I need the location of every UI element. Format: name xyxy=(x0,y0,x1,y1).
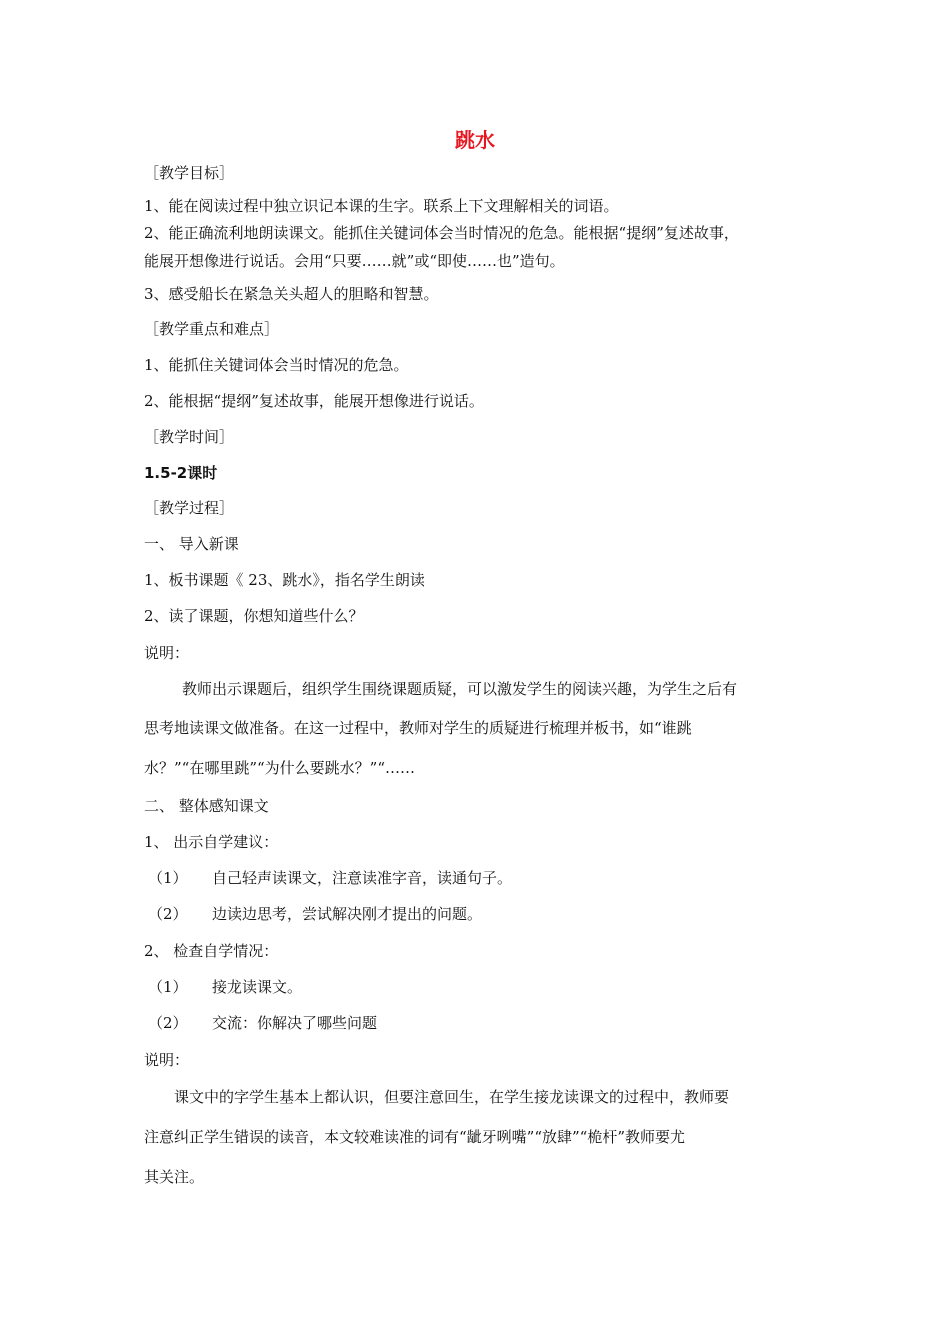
document-title: 跳水 xyxy=(455,128,495,152)
step-2-item-2a-number: （1） xyxy=(148,978,188,996)
note-2-line-3: 其关注。 xyxy=(144,1168,205,1186)
section-heading-goals: ［教学目标］ xyxy=(144,164,235,182)
step-2-item-1a: 自己轻声读课文，注意读准字音，读通句子。 xyxy=(212,869,513,887)
step-2-item-2a: 接龙读课文。 xyxy=(212,978,303,996)
note-2-line-2: 注意纠正学生错误的读音，本文较难读准的词有“龇牙咧嘴”“放肆”“桅杆”教师要尤 xyxy=(144,1128,686,1146)
goal-2-line-2: 能展开想像进行说话。会用“只要……就”或“即使……也”造句。 xyxy=(144,252,565,270)
note-1-line-2: 思考地读课文做准备。在这一过程中，教师对学生的质疑进行梳理并板书，如“谁跳 xyxy=(144,719,692,737)
step-1-item-2: 2、读了课题，你想知道些什么？ xyxy=(144,607,364,625)
key-point-1: 1、能抓住关键词体会当时情况的危急。 xyxy=(144,356,409,374)
goal-2-line-1: 2、能正确流利地朗读课文。能抓住关键词体会当时情况的危急。能根据“提纲”复述故事， xyxy=(144,224,739,242)
step-2-item-1b: 边读边思考，尝试解决刚才提出的问题。 xyxy=(212,905,483,923)
step-2-item-1a-number: （1） xyxy=(148,869,188,887)
note-label-2: 说明： xyxy=(144,1051,190,1069)
note-2-line-1: 课文中的字学生基本上都认识，但要注意回生，在学生接龙读课文的过程中，教师要 xyxy=(174,1088,730,1106)
step-2-item-1: 1、 出示自学建议： xyxy=(144,833,279,851)
step-1-heading: 一、 导入新课 xyxy=(144,535,239,553)
step-2-item-2b-number: （2） xyxy=(148,1014,188,1032)
step-2-heading: 二、 整体感知课文 xyxy=(144,797,269,815)
section-heading-process: ［教学过程］ xyxy=(144,499,235,517)
step-2-item-2b: 交流：你解决了哪些问题 xyxy=(212,1014,378,1032)
goal-1: 1、能在阅读过程中独立识记本课的生字。联系上下文理解相关的词语。 xyxy=(144,197,619,215)
step-1-item-1: 1、板书课题《 23、跳水》，指名学生朗读 xyxy=(144,571,425,589)
goal-3: 3、感受船长在紧急关头超人的胆略和智慧。 xyxy=(144,285,439,303)
step-2-item-2: 2、 检查自学情况： xyxy=(144,942,279,960)
note-1-line-1: 教师出示课题后，组织学生围绕课题质疑，可以激发学生的阅读兴趣，为学生之后有 xyxy=(182,680,738,698)
note-label-1: 说明： xyxy=(144,644,190,662)
note-1-line-3: 水？”“在哪里跳”“为什么要跳水？”“…… xyxy=(144,759,416,777)
key-point-2: 2、能根据“提纲”复述故事，能展开想像进行说话。 xyxy=(144,392,484,410)
step-2-item-1b-number: （2） xyxy=(148,905,188,923)
section-heading-time: ［教学时间］ xyxy=(144,428,235,446)
class-hours: 1.5-2课时 xyxy=(144,464,218,482)
section-heading-key-points: ［教学重点和难点］ xyxy=(144,320,280,338)
